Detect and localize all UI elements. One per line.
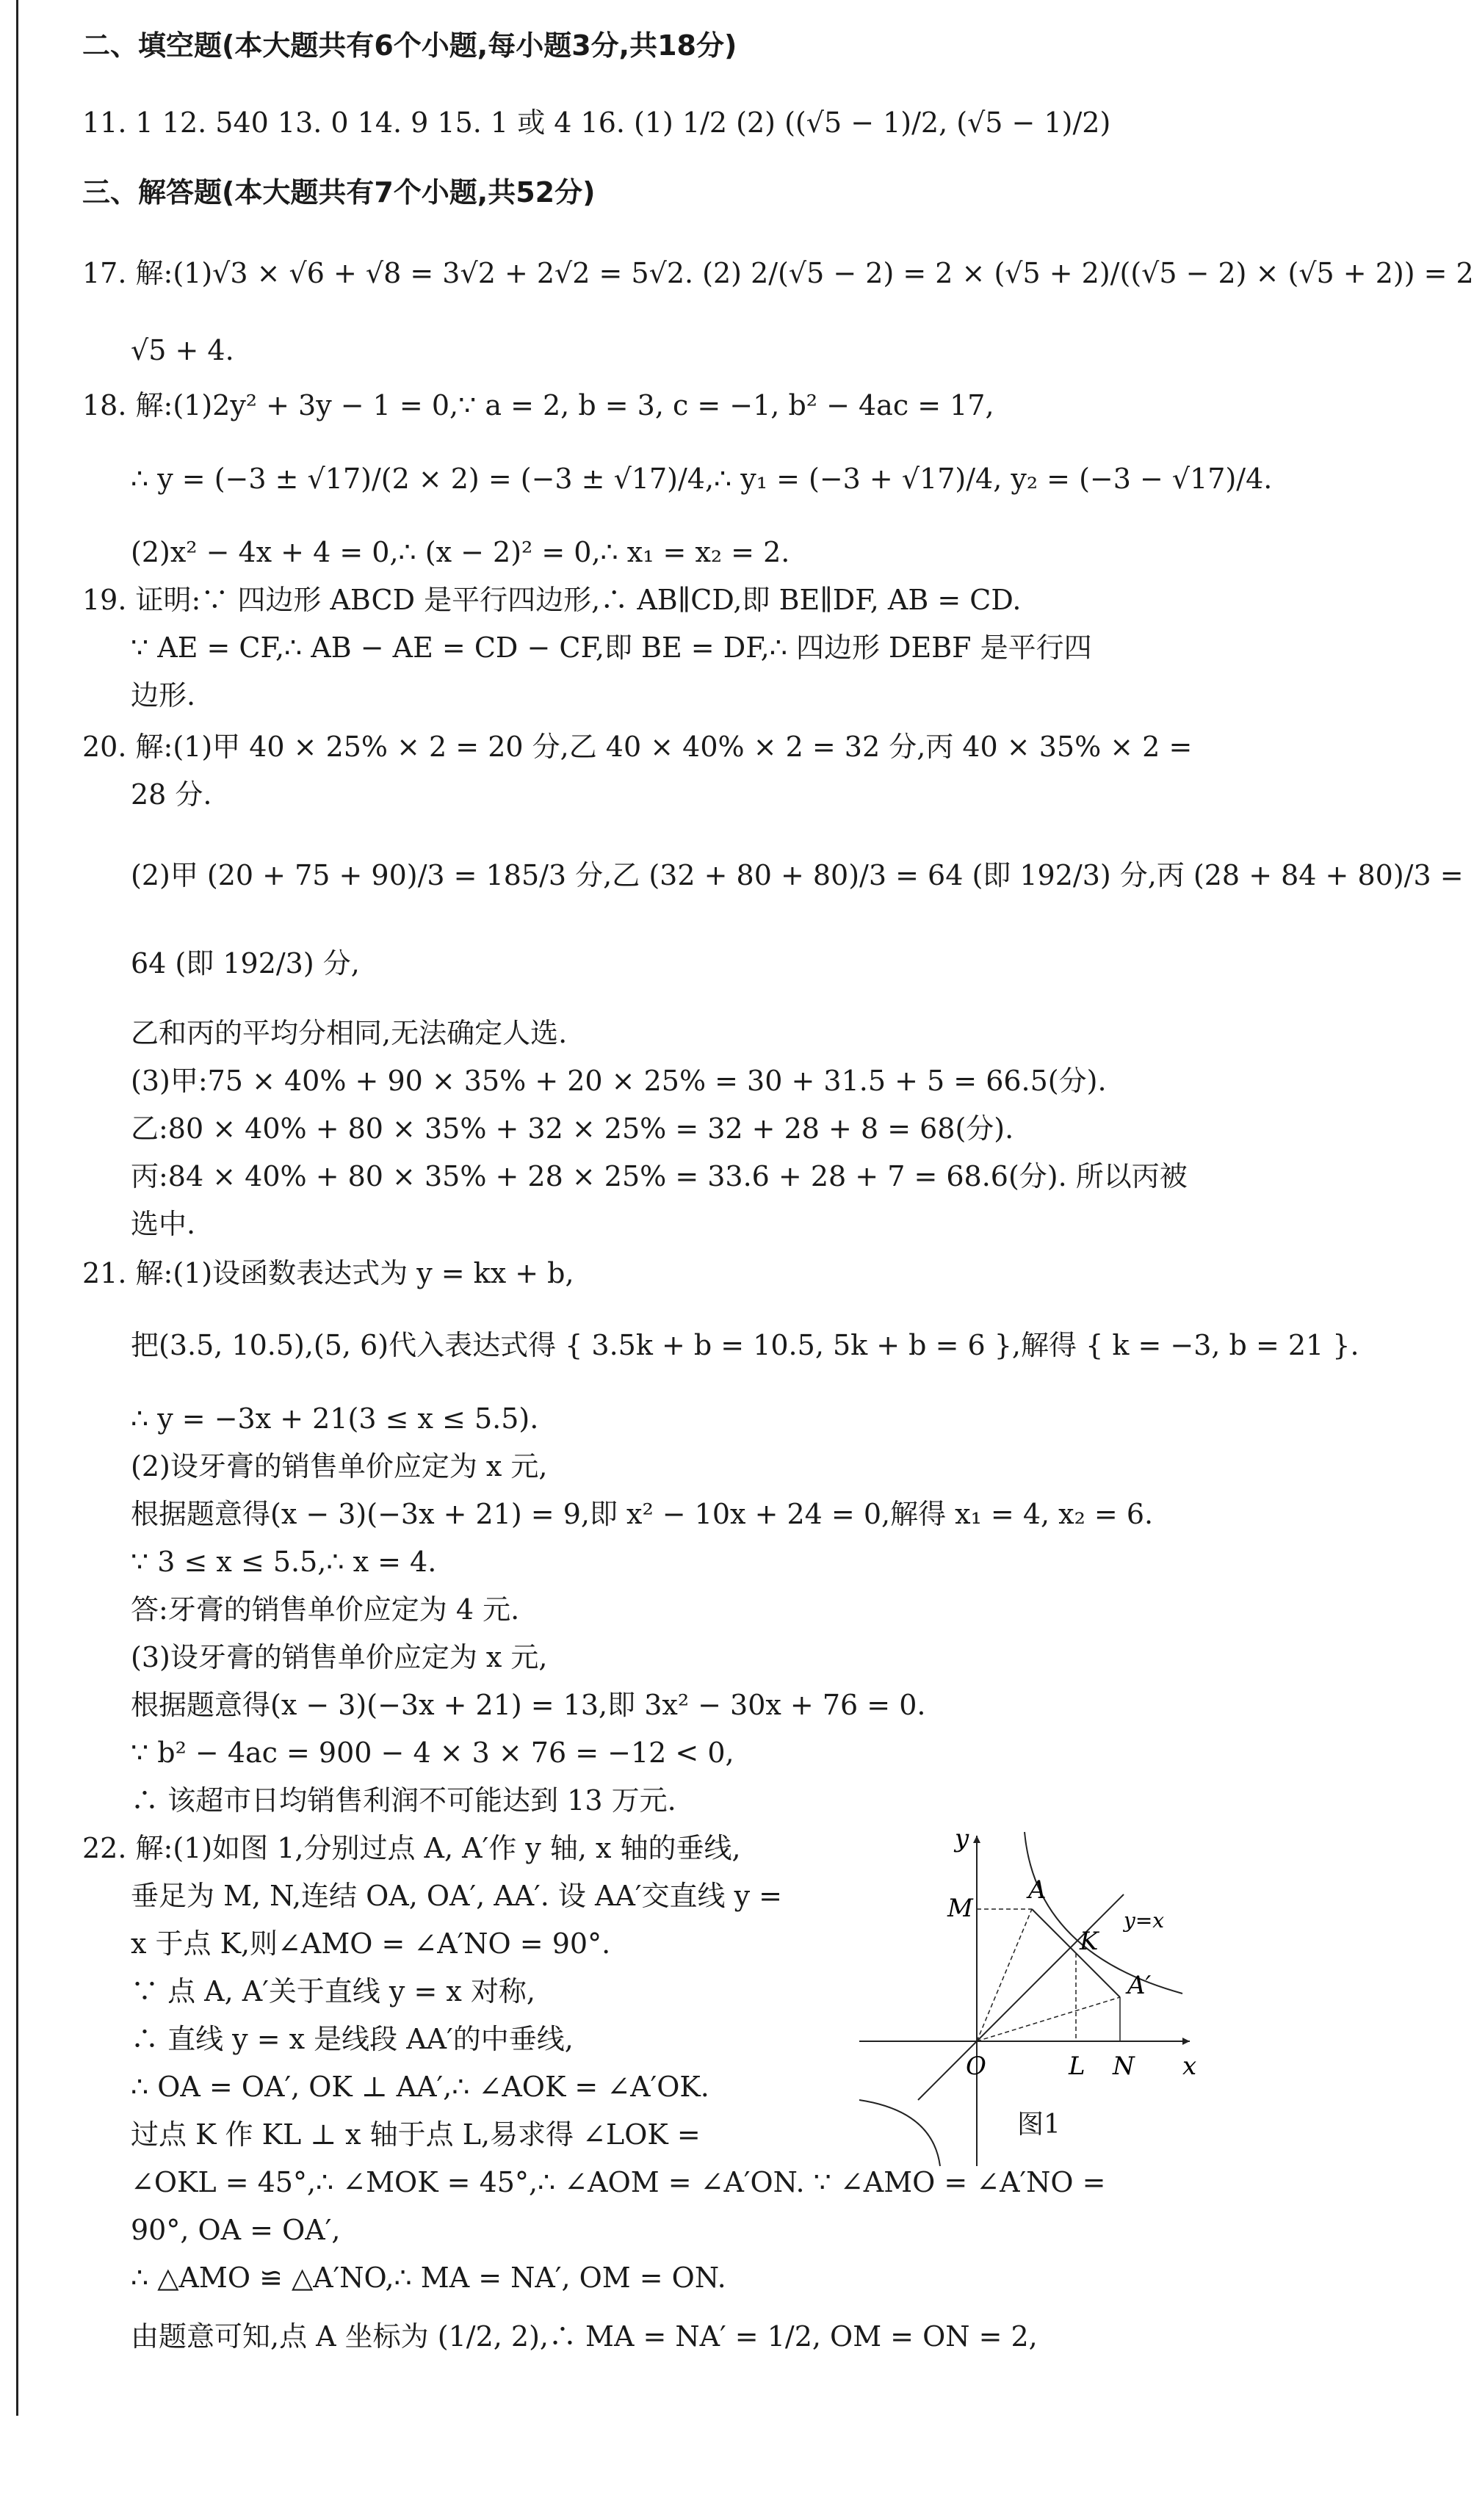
q22-line-6: ∴ OA = OA′, OK ⊥ AA′,∴ ∠AOK = ∠A′OK.: [131, 2071, 709, 2103]
q20-line-6: (3)甲:75 × 40% + 90 × 35% + 20 × 25% = 30 + 31.5 + 5 = 66.5(分).: [131, 1065, 1107, 1097]
q21-line-8: (3)设牙膏的销售单价应定为 x 元,: [131, 1641, 548, 1673]
label-line: y=x: [1124, 1908, 1165, 1933]
q22-line-10: ∴ △AMO ≌ △A′NO,∴ MA = NA′, OM = ON.: [131, 2262, 726, 2294]
hyperbola-branch-2: [859, 2100, 940, 2166]
q20-line-3: (2)甲 (20 + 75 + 90)/3 = 185/3 分,乙 (32 + 80 + 80)/3 = 64 (即 192/3) 分,丙 (28 + 84 + 80)/3 =: [131, 859, 1464, 891]
q21-line-9: 根据题意得(x − 3)(−3x + 21) = 13,即 3x² − 30x + 76 = 0.: [131, 1689, 926, 1721]
q20-line-7: 乙:80 × 40% + 80 × 35% + 32 × 25% = 32 + 28 + 8 = 68(分).: [131, 1112, 1014, 1145]
y-axis-arrow: [973, 1836, 980, 1843]
label-L: L: [1069, 2052, 1085, 2081]
q18-line-2: ∴ y = (−3 ± √17)/(2 × 2) = (−3 ± √17)/4,∴ y₁ = (−3 + √17)/4, y₂ = (−3 − √17)/4.: [131, 463, 1273, 495]
q20-line-5: 乙和丙的平均分相同,无法确定人选.: [131, 1017, 568, 1049]
label-N: N: [1113, 2052, 1135, 2081]
q22-line-7: 过点 K 作 KL ⊥ x 轴于点 L,易求得 ∠LOK =: [131, 2118, 701, 2151]
q21-line-5: 根据题意得(x − 3)(−3x + 21) = 9,即 x² − 10x + 24 = 0,解得 x₁ = 4, x₂ = 6.: [131, 1498, 1154, 1530]
q20-line-9: 选中.: [131, 1208, 196, 1240]
q17-line-2: √5 + 4.: [131, 334, 234, 366]
label-K: K: [1080, 1927, 1099, 1956]
label-O: O: [966, 2052, 986, 2081]
line-y-equals-x: [918, 1894, 1124, 2100]
q22-line-5: ∴ 直线 y = x 是线段 AA′的中垂线,: [131, 2023, 574, 2055]
x-axis-arrow: [1182, 2038, 1190, 2045]
q18-line-1: 18. 解:(1)2y² + 3y − 1 = 0,∵ a = 2, b = 3, c = −1, b² − 4ac = 17,: [82, 389, 994, 421]
q22-line-2: 垂足为 M, N,连结 OA, OA′, AA′. 设 AA′交直线 y =: [131, 1880, 782, 1912]
q21-line-7: 答:牙膏的销售单价应定为 4 元.: [131, 1593, 520, 1626]
q21-line-10: ∵ b² − 4ac = 900 − 4 × 3 × 76 = −12 < 0,: [131, 1737, 734, 1769]
label-y: y: [955, 1824, 969, 1853]
q22-line-3: x 于点 K,则∠AMO = ∠A′NO = 90°.: [131, 1927, 611, 1960]
q21-line-4: (2)设牙膏的销售单价应定为 x 元,: [131, 1450, 548, 1482]
segment-OA: [977, 1909, 1032, 2041]
section-2-header: 二、填空题(本大题共有6个小题,每小题3分,共18分): [82, 29, 737, 62]
q21-line-1: 21. 解:(1)设函数表达式为 y = kx + b,: [82, 1257, 574, 1289]
q22-line-11: 由题意可知,点 A 坐标为 (1/2, 2),∴ MA = NA′ = 1/2, OM = ON = 2,: [131, 2320, 1038, 2353]
q20-line-1: 20. 解:(1)甲 40 × 25% × 2 = 20 分,乙 40 × 40% × 2 = 32 分,丙 40 × 35% × 2 =: [82, 731, 1193, 763]
label-Ap: A′: [1127, 1971, 1152, 2000]
label-x: x: [1182, 2052, 1197, 2081]
q22-line-4: ∵ 点 A, A′关于直线 y = x 对称,: [131, 1975, 535, 2007]
q19-line-3: 边形.: [131, 679, 196, 712]
label-M: M: [947, 1894, 973, 1923]
q19-line-1: 19. 证明:∵ 四边形 ABCD 是平行四边形,∴ AB∥CD,即 BE∥DF, AB = CD.: [82, 584, 1022, 616]
section-3-header: 三、解答题(本大题共有7个小题,共52分): [82, 176, 596, 209]
q20-line-2: 28 分.: [131, 778, 212, 811]
figure-caption: 图1: [1017, 2110, 1061, 2140]
q22-line-1: 22. 解:(1)如图 1,分别过点 A, A′作 y 轴, x 轴的垂线,: [82, 1832, 741, 1864]
q19-line-2: ∵ AE = CF,∴ AB − AE = CD − CF,即 BE = DF,∴ 四边形 DEBF 是平行四: [131, 631, 1092, 664]
q17-line-1: 17. 解:(1)√3 × √6 + √8 = 3√2 + 2√2 = 5√2. (2) 2/(√5 − 2) = 2 × (√5 + 2)/((√5 − 2) × (√5 + 2)) = 2: [82, 257, 1474, 289]
q21-line-11: ∴ 该超市日均销售利润不可能达到 13 万元.: [131, 1784, 676, 1817]
fill-answers: 11. 1 12. 540 13. 0 14. 9 15. 1 或 4 16. (1) 1/2 (2) ((√5 − 1)/2, (√5 − 1)/2): [82, 106, 1111, 139]
label-A: A: [1028, 1875, 1047, 1905]
q22-line-9: 90°, OA = OA′,: [131, 2214, 341, 2246]
q20-line-8: 丙:84 × 40% + 80 × 35% + 28 × 25% = 33.6 + 28 + 7 = 68.6(分). 所以丙被: [131, 1160, 1188, 1192]
q20-line-4: 64 (即 192/3) 分,: [131, 947, 360, 980]
q18-line-3: (2)x² − 4x + 4 = 0,∴ (x − 2)² = 0,∴ x₁ = x₂ = 2.: [131, 536, 790, 568]
q21-line-2: 把(3.5, 10.5),(5, 6)代入表达式得 { 3.5k + b = 10.5, 5k + b = 6 },解得 { k = −3, b = 21 }.: [131, 1329, 1359, 1361]
q22-line-8: ∠OKL = 45°,∴ ∠MOK = 45°,∴ ∠AOM = ∠A′ON. ∵ ∠AMO = ∠A′NO =: [131, 2166, 1106, 2198]
q21-line-3: ∴ y = −3x + 21(3 ≤ x ≤ 5.5).: [131, 1402, 539, 1435]
q21-line-6: ∵ 3 ≤ x ≤ 5.5,∴ x = 4.: [131, 1546, 437, 1578]
